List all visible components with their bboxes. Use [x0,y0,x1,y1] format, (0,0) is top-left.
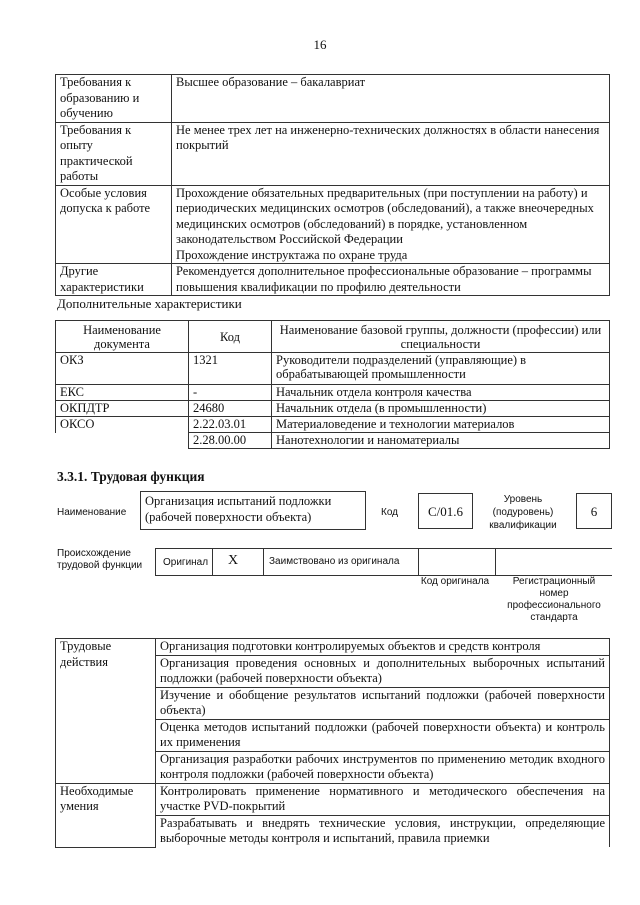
page-number: 16 [313,37,327,52]
section-title: 3.3.1. Трудовая функция [57,469,205,484]
labor-action-item: Организация разработки рабочих инструментов по применению методик входного контроля подложки (рабочей поверхности объекта) [156,751,610,783]
name-label: Наименование [57,507,127,518]
requirements-table [55,74,610,296]
table-header-row [56,321,610,353]
original-mark: X [228,553,239,568]
additional-table [55,320,610,449]
table-row [56,264,610,296]
skills-label: Необходимые умения [56,783,156,847]
table-row [56,185,610,264]
row-label: Другие характеристики [56,264,172,296]
cell-doc: ОКЗ [56,353,189,385]
row-label: Требования к опыту практической работы [56,122,172,185]
cell-doc: ЕКС [56,385,189,401]
header-code: Код [189,321,272,353]
table-row [56,417,610,433]
table-row [56,639,610,656]
row-value: Высшее образование – бакалавриат [172,75,610,123]
cell-name: Нанотехнологии и наноматериалы [272,433,610,449]
row-value: Прохождение обязательных предварительных (при поступлении на работу) и периодических медицинских осмотров (обследований), а также внеочередных медицинских осмотров (обследований) в порядке, установленном законодательством Российской Федерации [176,185,594,246]
cell-name: Начальник отдела контроля качества [272,385,610,401]
table-row [56,75,610,123]
table-row [56,401,610,417]
cell-code: 1321 [189,353,272,385]
cell-doc: ОКСО [56,417,189,433]
row-value: Не менее трех лет на инженерно-технических должностях в области нанесения покрытий [172,122,610,185]
cell-name: Начальник отдела (в промышленности) [272,401,610,417]
cell-name: Материаловедение и технологии материалов [272,417,610,433]
original-label: Оригинал [163,557,209,568]
row-label: Особые условия допуска к работе [56,185,172,264]
labor-action-item: Организация проведения основных и дополнительных выборочных испытаний подложки (рабочей поверхности объекта) [156,655,610,687]
labor-action-item: Изучение и обобщение результатов испытаний подложки (рабочей поверхности объекта) [156,687,610,719]
table-row [56,353,610,385]
cell-code: 24680 [189,401,272,417]
cell-code: - [189,385,272,401]
borrowed-label: Заимствовано из оригинала [269,556,400,567]
code-label: Код [381,507,399,518]
table-row [56,385,610,401]
table-row [56,433,610,449]
cell-doc [56,433,189,449]
reg-number-caption: Регистрационный номер профессионального стандарта [507,576,601,623]
table-row [56,122,610,185]
skill-item: Контролировать применение нормативного и методического обеспечения на участке PVD-покрытий [156,783,610,815]
skill-item: Разрабатывать и внедрять технические условия, инструкции, определяющие выборочные методы контроля и испытаний, правила приемки [156,815,610,847]
origin-label: Происхождение трудовой функции [57,548,143,571]
cell-code: 2.28.00.00 [189,433,272,449]
labor-action-item: Организация подготовки контролируемых объектов и средств контроля [156,639,610,656]
function-code: С/01.6 [418,493,473,529]
table-row [56,783,610,815]
labor-action-item: Оценка методов испытаний подложки (рабочей поверхности объекта) и контроль их применения [156,719,610,751]
level-value: 6 [576,493,612,529]
cell-name: Руководители подразделений (управляющие) в обрабатывающей промышленности [272,353,610,385]
labor-actions-label: Трудовые действия [56,639,156,784]
row-value-extra: Прохождение инструктажа по охране труда [176,247,408,262]
cell-code: 2.22.03.01 [189,417,272,433]
row-value: Рекомендуется дополнительное профессиональные образование – программы повышения квалификации по профилю деятельности [172,264,610,296]
origin-row [155,548,612,576]
code-original-caption: Код оригинала [420,576,490,587]
additional-title: Дополнительные характеристики [57,296,242,311]
cell-doc: ОКПДТР [56,401,189,417]
header-doc: Наименование документа [56,321,189,353]
level-label: Уровень (подуровень) квалификации [489,494,557,531]
header-name: Наименование базовой группы, должности (профессии) или специальности [272,321,610,353]
row-label: Требования к образованию и обучению [56,75,172,123]
labor-table [55,638,610,848]
function-name: Организация испытаний подложки (рабочей поверхности объекта) [140,491,366,530]
